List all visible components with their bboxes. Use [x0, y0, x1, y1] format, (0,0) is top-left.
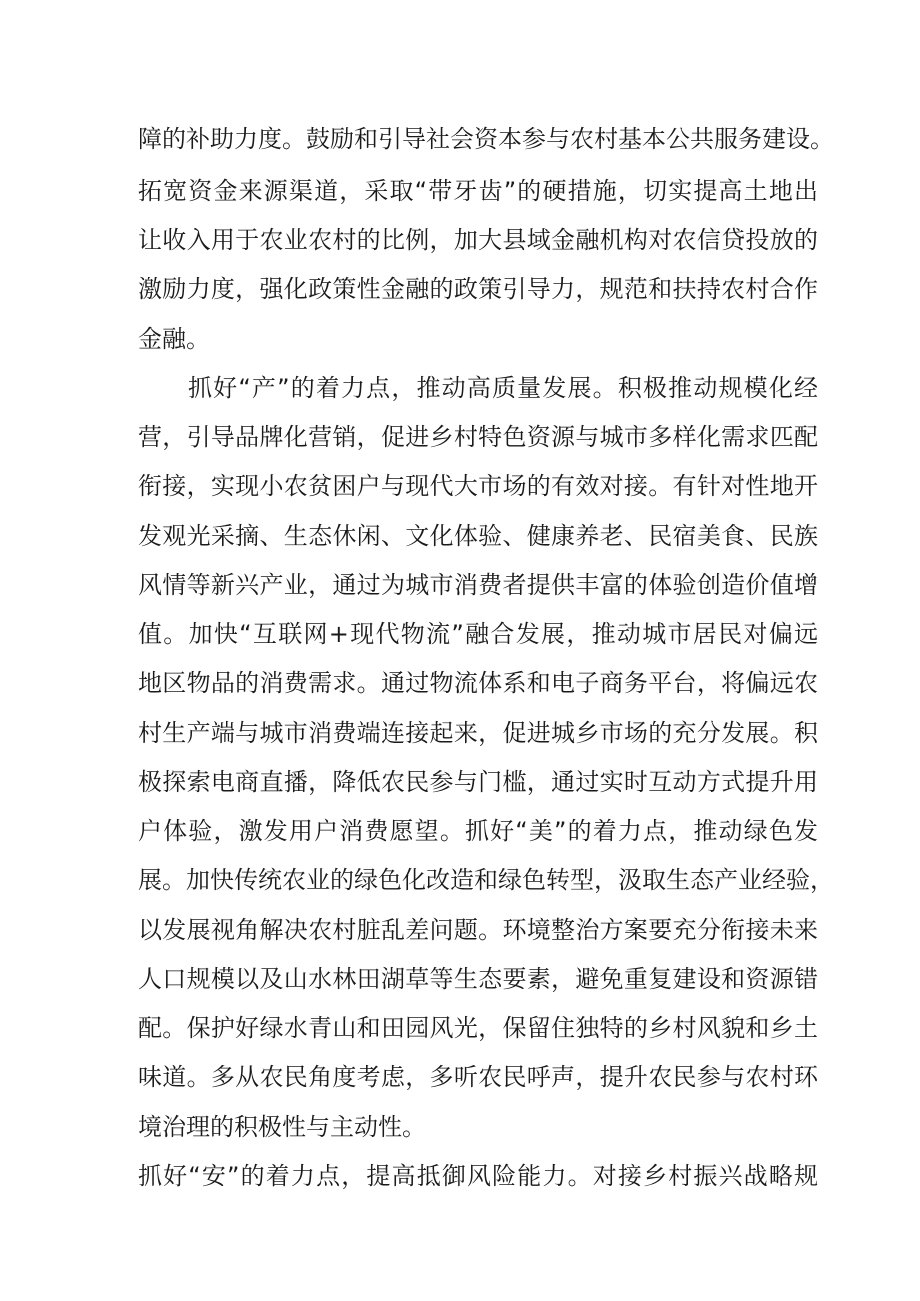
- text-line: 营，引导品牌化营销，促进乡村特色资源与城市多样化需求匹配: [138, 423, 818, 451]
- text-line: 激励力度，强化政策性金融的政策引导力，规范和扶持农村合作: [138, 275, 818, 303]
- text-line: 境治理的积极性与主动性。: [138, 1113, 426, 1141]
- text-line: 配。保护好绿水青山和田园风光，保留住独特的乡村风貌和乡土: [138, 1014, 818, 1042]
- text-line: 人口规模以及山水林田湖草等生态要素，避免重复建设和资源错: [138, 965, 818, 993]
- text-line: 值。加快“互联网+现代物流”融合发展，推动城市居民对偏远: [138, 620, 818, 648]
- text-line: 极探索电商直播，降低农民参与门槛，通过实时互动方式提升用: [138, 768, 818, 796]
- text-line: 味道。多从农民角度考虑，多听农民呼声，提升农民参与农村环: [138, 1063, 818, 1091]
- text-line: 拓宽资金来源渠道，采取“带牙齿”的硬措施，切实提高土地出: [138, 177, 818, 205]
- text-line: 衔接，实现小农贫困户与现代大市场的有效对接。有针对性地开: [138, 472, 818, 500]
- text-line: 村生产端与城市消费端连接起来，促进城乡市场的充分发展。积: [138, 719, 818, 747]
- paragraph-start-line: 抓好“产”的着力点，推动高质量发展。积极推动规模化经: [188, 374, 818, 402]
- text-line: 发观光采摘、生态休闲、文化体验、健康养老、民宿美食、民族: [138, 522, 818, 550]
- text-line: 以发展视角解决农村脏乱差问题。环境整治方案要充分衔接未来: [138, 916, 818, 944]
- text-line: 让收入用于农业农村的比例，加大县域金融机构对农信贷投放的: [138, 226, 818, 254]
- text-line: 展。加快传统农业的绿色化改造和绿色转型，汲取生态产业经验，: [138, 866, 834, 894]
- text-line: 障的补助力度。鼓励和引导社会资本参与农村基本公共服务建设。: [138, 125, 834, 153]
- text-line: 地区物品的消费需求。通过物流体系和电子商务平台，将偏远农: [138, 669, 818, 697]
- text-line: 风情等新兴产业，通过为城市消费者提供丰富的体验创造价值增: [138, 571, 818, 599]
- text-line: 金融。: [138, 325, 210, 353]
- text-line: 抓好“安”的着力点，提高抵御风险能力。对接乡村振兴战略规: [138, 1162, 818, 1190]
- text-line: 户体验，激发用户消费愿望。抓好“美”的着力点，推动绿色发: [138, 817, 818, 845]
